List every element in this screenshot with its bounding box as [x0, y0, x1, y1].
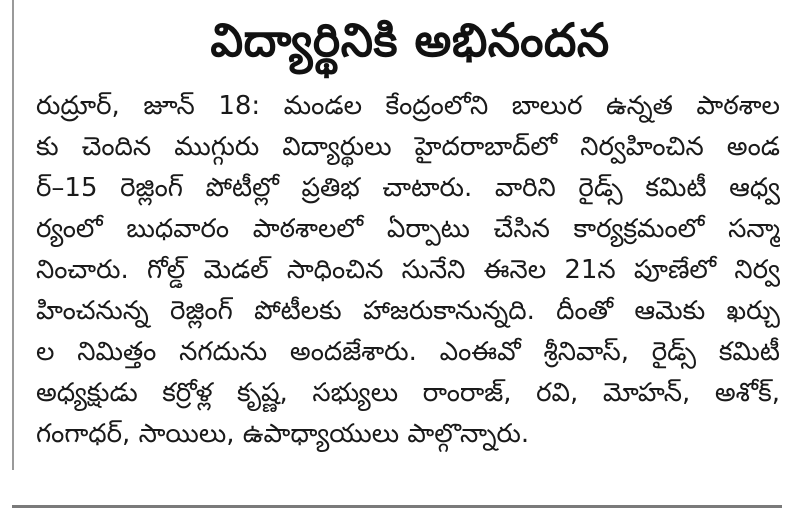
article-line: గంగాధర్, సాయిలు, ఉపాధ్యాయులు పాల్గొన్నారు. — [36, 419, 530, 449]
article-line: నించారు. గోల్డ్ మెడల్ సాధించిన సునేని ఈనెల 21న పూణేలో నిర్వ — [36, 255, 780, 285]
headline: విద్యార్థినికి అభినందన — [210, 13, 610, 67]
article-line: ల నిమిత్తం నగదును అందజేశారు. ఎంఈవో శ్రీనివాస్, రైడ్స్ కమిటీ — [36, 337, 780, 367]
article-line: రుద్రూర్, జూన్ 18: మండల కేంద్రంలోని బాలుర ఉన్నత పాఠశాల — [36, 91, 780, 121]
article-line: ర్–15 రెజ్లింగ్ పోటీల్లో ప్రతిభ చాటారు. వారిని రైడ్స్ కమిటీ ఆధ్వ — [36, 173, 780, 203]
article-line: హించనున్న రెజ్లింగ్ పోటీలకు హాజరుకానున్నది. దీంతో ఆమెకు ఖర్చు — [36, 296, 780, 326]
bottom-divider — [12, 505, 782, 508]
column-divider — [12, 0, 14, 470]
article-body — [36, 86, 780, 455]
article-line: కు చెందిన ముగ్గురు విద్యార్థులు హైదరాబాద్‌లో నిర్వహించిన అండ — [36, 132, 780, 162]
article-line: అధ్యక్షుడు కర్రోళ్ల కృష్ణ, సభ్యులు రాంరాజ్, రవి, మోహన్, అశోక్, — [36, 378, 780, 408]
article-line: ర్యంలో బుధవారం పాఠశాలలో ఏర్పాటు చేసిన కార్యక్రమంలో సన్మా — [36, 214, 780, 244]
